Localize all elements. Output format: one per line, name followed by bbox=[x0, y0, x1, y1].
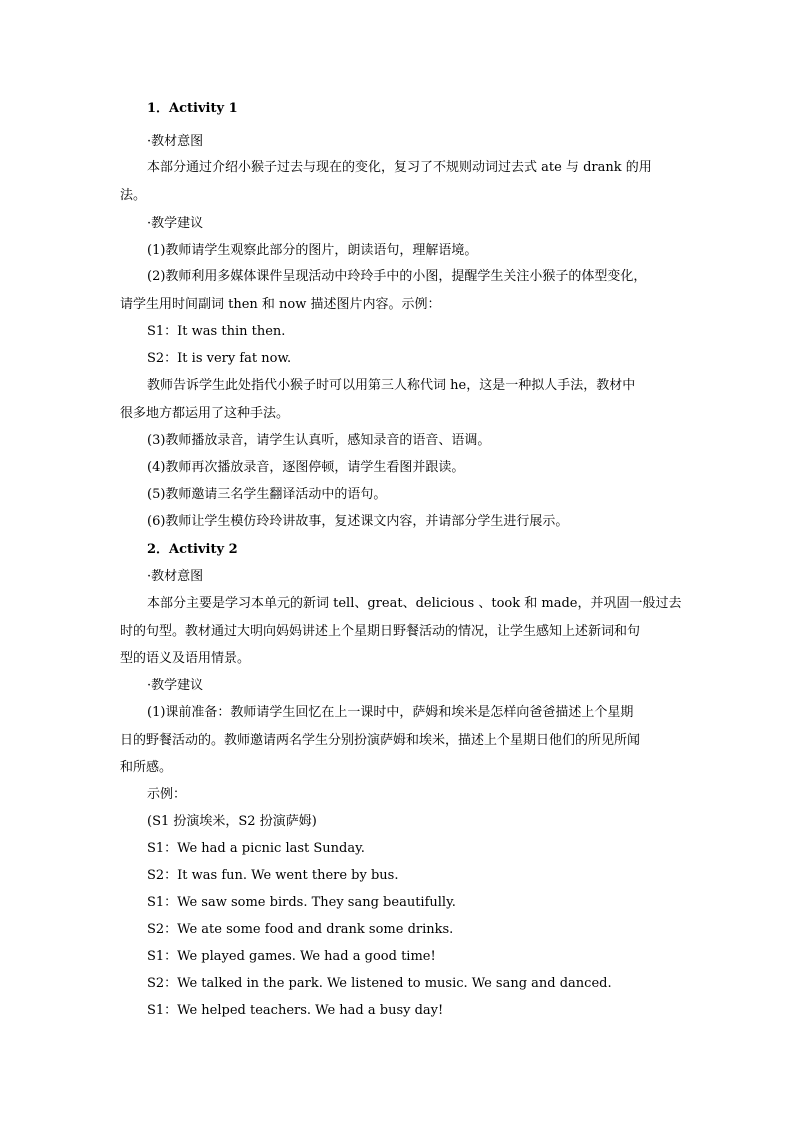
example-line: S2：We ate some food and drank some drinks. bbox=[147, 922, 454, 937]
section-heading-activity-1: 1．Activity 1 bbox=[147, 101, 238, 116]
paragraph-line: 很多地方都运用了这种手法。 bbox=[120, 406, 290, 421]
subheading-suggestion-2: ·教学建议 bbox=[147, 678, 204, 693]
section-heading-activity-2: 2．Activity 2 bbox=[147, 542, 238, 557]
example-label: 示例： bbox=[147, 787, 187, 802]
paragraph-line: 时的句型。教材通过大明向妈妈讲述上个星期日野餐活动的情况，让学生感知上述新词和句 bbox=[120, 624, 641, 639]
paragraph-line: 本部分通过介绍小猴子过去与现在的变化，复习了不规则动词过去式 ate 与 drank 的用 bbox=[147, 160, 652, 175]
paragraph-line: (6)教师让学生模仿玲玲讲故事，复述课文内容，并请部分学生进行展示。 bbox=[147, 514, 569, 529]
paragraph-line: (4)教师再次播放录音，逐图停顿，请学生看图并跟读。 bbox=[147, 460, 465, 475]
example-line: S2：It is very fat now. bbox=[147, 351, 292, 366]
paragraph-line: (5)教师邀请三名学生翻译活动中的语句。 bbox=[147, 487, 387, 502]
paragraph-line: 日的野餐活动的。教师邀请两名学生分别扮演萨姆和埃米，描述上个星期日他们的所见所闻 bbox=[120, 733, 641, 748]
paragraph-line: (2)教师利用多媒体课件呈现活动中玲玲手中的小图，提醒学生关注小猴子的体型变化， bbox=[147, 269, 647, 284]
example-line: S2：We talked in the park. We listened to music. We sang and danced. bbox=[147, 976, 612, 991]
paragraph-line: (1)课前准备：教师请学生回忆在上一课时中，萨姆和埃米是怎样向爸爸描述上个星期 bbox=[147, 705, 634, 720]
example-line: S1：It was thin then. bbox=[147, 324, 286, 339]
paragraph-line: 本部分主要是学习本单元的新词 tell、great、delicious 、took 和 made，并巩固一般过去 bbox=[147, 596, 682, 611]
example-line: S1：We had a picnic last Sunday. bbox=[147, 841, 365, 856]
subheading-suggestion-1: ·教学建议 bbox=[147, 216, 204, 231]
example-line: S1：We saw some birds. They sang beautifully. bbox=[147, 895, 456, 910]
paragraph-line: 法。 bbox=[120, 188, 147, 203]
example-line: S1：We played games. We had a good time! bbox=[147, 949, 436, 964]
example-line: S1：We helped teachers. We had a busy day! bbox=[147, 1003, 444, 1018]
paragraph-line: 型的语义及语用情景。 bbox=[120, 651, 251, 666]
paragraph-line: 和所感。 bbox=[120, 760, 173, 775]
paragraph-line: 教师告诉学生此处指代小猴子时可以用第三人称代词 he，这是一种拟人手法，教材中 bbox=[147, 378, 636, 393]
role-note: (S1 扮演埃米，S2 扮演萨姆) bbox=[147, 814, 317, 829]
paragraph-line: 请学生用时间副词 then 和 now 描述图片内容。示例： bbox=[120, 297, 441, 312]
subheading-intent-1: ·教材意图 bbox=[147, 134, 204, 149]
paragraph-line: (1)教师请学生观察此部分的图片，朗读语句，理解语境。 bbox=[147, 243, 478, 258]
paragraph-line: (3)教师播放录音，请学生认真听，感知录音的语音、语调。 bbox=[147, 433, 491, 448]
example-line: S2：It was fun. We went there by bus. bbox=[147, 868, 399, 883]
subheading-intent-2: ·教材意图 bbox=[147, 569, 204, 584]
